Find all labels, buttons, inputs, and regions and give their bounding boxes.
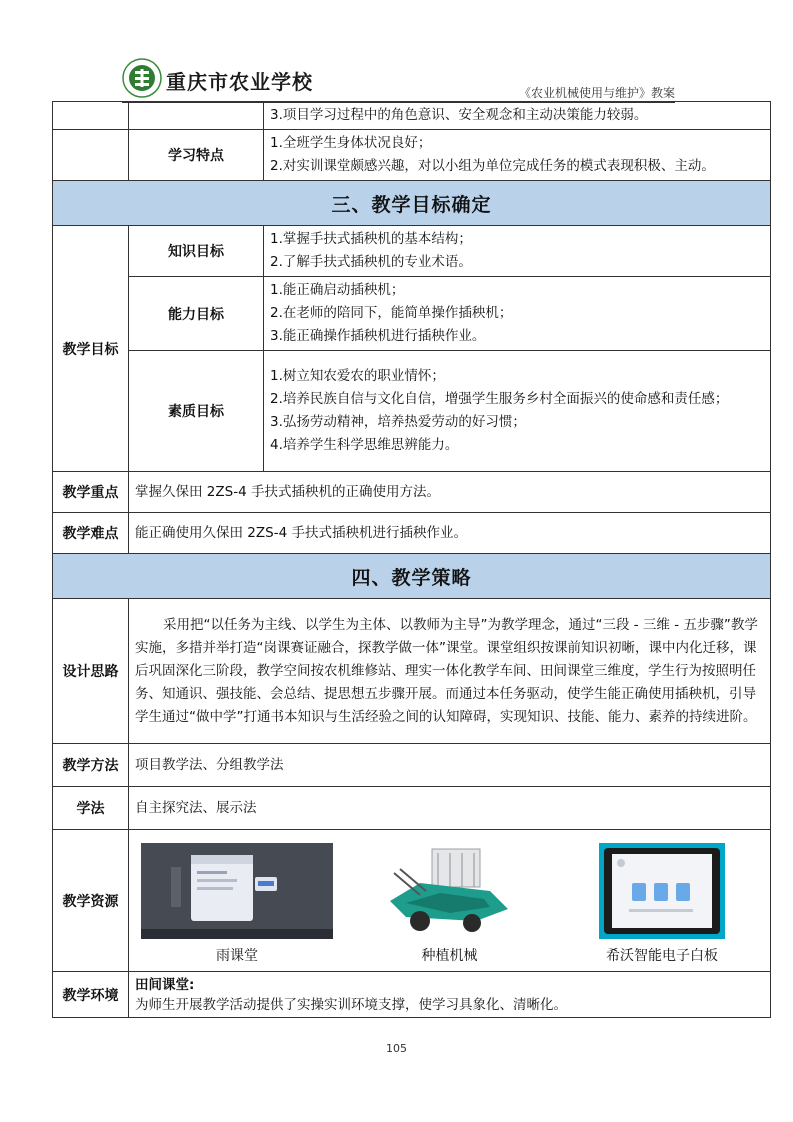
rice-transplanter-photo-icon [380, 843, 520, 939]
learning-traits-content [264, 130, 771, 181]
objectives-label: 教学目标 [53, 226, 129, 472]
resource-item [350, 843, 550, 965]
difficulty-text: 能正确使用久保田 2ZS-4 手扶式插秧机进行插秧作业。 [129, 513, 771, 554]
ability-objective-content [264, 277, 771, 351]
list-item: 3.能正确操作插秧机进行插秧作业。 [270, 328, 486, 344]
table-row [53, 830, 771, 972]
environment-title: 田间课堂: [135, 976, 195, 993]
table-row [53, 599, 771, 744]
design-cell [129, 599, 771, 744]
environment-content [129, 972, 771, 1018]
list-item: 2.在老师的陪同下，能简单操作插秧机； [270, 305, 513, 321]
key-point-label: 教学重点 [53, 472, 129, 513]
list-item: 1.全班学生身体状况良好； [270, 135, 432, 151]
table-row [53, 130, 771, 181]
table-row [53, 102, 771, 130]
page-header [122, 58, 675, 102]
list-item: 4.培养学生科学思维思辨能力。 [270, 437, 459, 453]
resources-label: 教学资源 [53, 830, 129, 972]
study-method-label: 学法 [53, 787, 129, 830]
list-item: 1.能正确启动插秧机； [270, 282, 405, 298]
table-row [53, 972, 771, 1018]
weakness-text: 3.项目学习过程中的角色意识、安全观念和主动决策能力较弱。 [264, 102, 771, 130]
resource-caption: 希沃智能电子白板 [606, 947, 718, 964]
environment-text: 为师生开展教学活动提供了实操实训环境支撑，使学习具象化、清晰化。 [135, 996, 567, 1013]
list-item: 3.弘扬劳动精神，培养热爱劳动的好习惯； [270, 414, 526, 430]
knowledge-objective-content [264, 226, 771, 277]
key-point-text: 掌握久保田 2ZS-4 手扶式插秧机的正确使用方法。 [129, 472, 771, 513]
table-row [53, 277, 771, 351]
resource-item [137, 843, 337, 965]
method-label: 教学方法 [53, 744, 129, 787]
table-row [53, 554, 771, 599]
table-row [53, 226, 771, 277]
quality-objective-content [264, 351, 771, 472]
list-item: 1.掌握手扶式插秧机的基本结构； [270, 231, 472, 247]
empty-cell [53, 102, 129, 130]
study-method-text: 自主探究法、展示法 [129, 787, 771, 830]
empty-cell [129, 102, 264, 130]
table-row [53, 787, 771, 830]
method-text: 项目教学法、分组教学法 [129, 744, 771, 787]
resources-cell [129, 830, 771, 972]
lesson-plan-table [52, 101, 771, 1018]
table-row [53, 351, 771, 472]
empty-cell [53, 130, 129, 181]
design-label: 设计思路 [53, 599, 129, 744]
document-title: 《农业机械使用与维护》教案 [518, 86, 675, 100]
list-item: 2.培养民族自信与文化自信，增强学生服务乡村全面振兴的使命感和责任感； [270, 391, 729, 407]
page-number: 105 [386, 1042, 407, 1055]
resource-caption: 雨课堂 [216, 947, 258, 964]
ability-objective-label: 能力目标 [129, 277, 264, 351]
table-row [53, 513, 771, 554]
rain-classroom-screenshot-icon [141, 843, 333, 939]
table-row [53, 181, 771, 226]
seewo-tablet-photo-icon [599, 843, 725, 939]
list-item: 2.对实训课堂颇感兴趣，对以小组为单位完成任务的模式表现积极、主动。 [270, 158, 715, 174]
learning-traits-label: 学习特点 [129, 130, 264, 181]
school-name: 重庆市农业学校 [166, 70, 313, 94]
section-heading-objectives: 三、教学目标确定 [53, 181, 771, 226]
school-logo-icon [122, 58, 162, 98]
list-item: 2.了解手扶式插秧机的专业术语。 [270, 254, 472, 270]
design-text: 采用把“以任务为主线、以学生为主体、以教师为主导”为教学理念，通过“三段 - 三维 - 五步骤”教学实施，多措并举打造“岗课赛证融合，探教学做一体”课堂。课堂组织按课前知识初晰，课中内化迁移，课后巩固深化三阶段，教学空间按农机维修站、理实一体化教学车间、田间课堂三维度，学生行为按照明任务、知通识、强技能、会总结、提思想五步骤开展。而通过本任务驱动，使学生能正确使用插秧机，引导学生通过“做中学”打通书本知识与生活经验之间的认知障碍，实现知识、技能、能力、素养的持续进阶。 [135, 616, 758, 725]
resource-caption: 种植机械 [421, 947, 478, 964]
resource-item [562, 843, 762, 965]
knowledge-objective-label: 知识目标 [129, 226, 264, 277]
environment-label: 教学环境 [53, 972, 129, 1018]
quality-objective-label: 素质目标 [129, 351, 264, 472]
section-heading-strategy: 四、教学策略 [53, 554, 771, 599]
table-row [53, 472, 771, 513]
list-item: 1.树立知农爱农的职业情怀； [270, 368, 445, 384]
difficulty-label: 教学难点 [53, 513, 129, 554]
table-row [53, 744, 771, 787]
